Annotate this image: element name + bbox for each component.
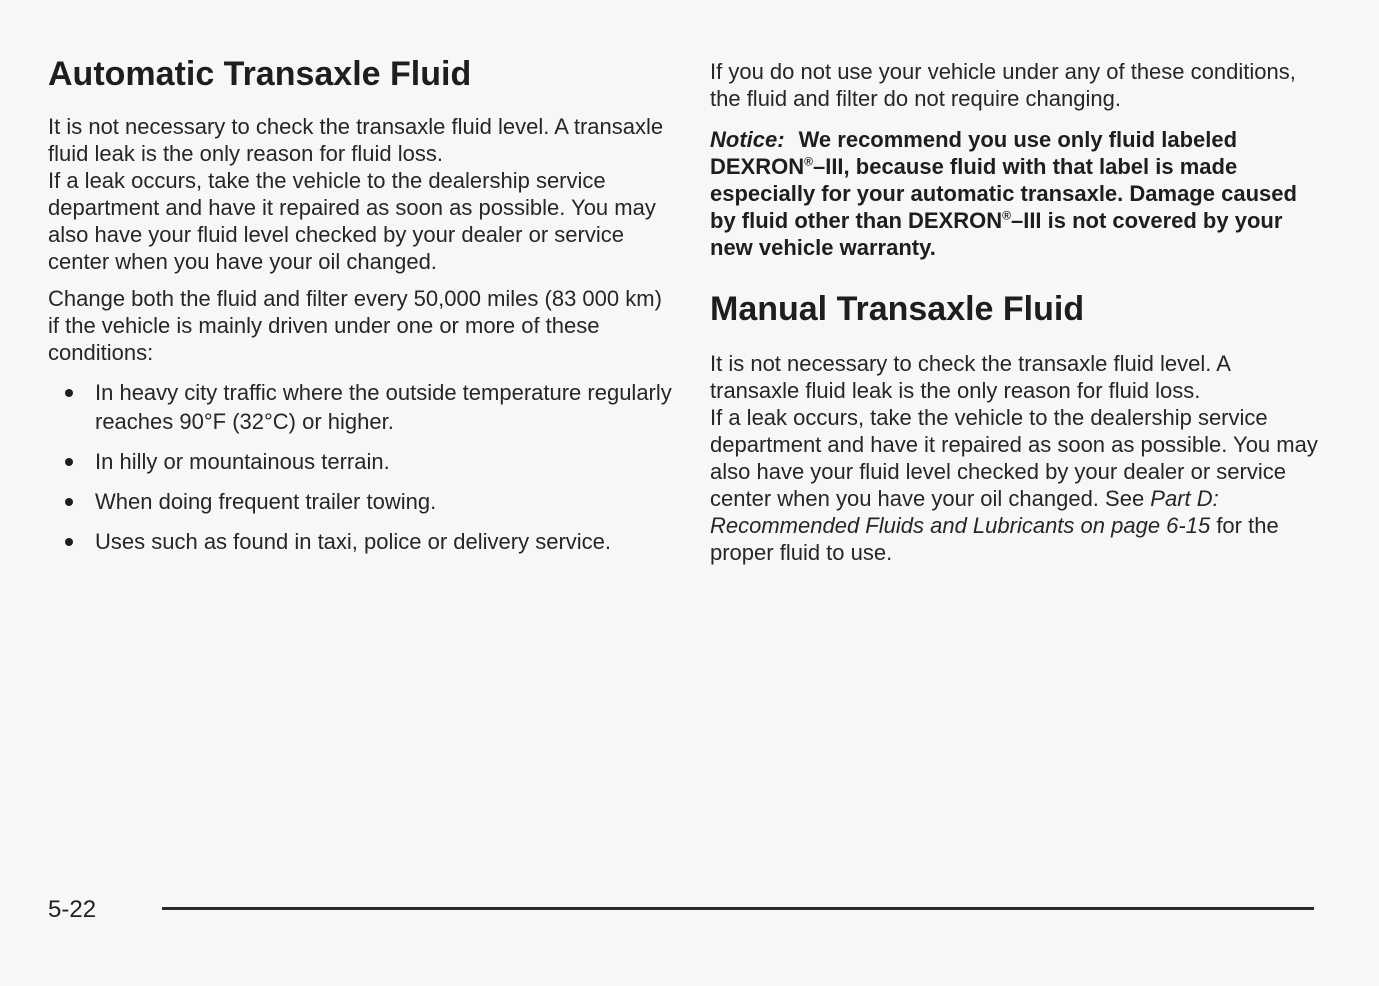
bullet-icon (65, 389, 73, 397)
notice-paragraph (710, 126, 1325, 261)
automatic-intro-paragraph (48, 113, 673, 275)
notice-label: Notice: (710, 127, 785, 152)
list-item (48, 378, 673, 436)
left-column (48, 0, 673, 567)
list-item-text: When doing frequent trailer towing. (95, 489, 437, 515)
bullet-icon (65, 498, 73, 506)
notice-text-c: –III is not covered by your new vehicle warranty. (710, 208, 1283, 260)
page-number: 5-22 (48, 896, 97, 923)
bullet-icon (65, 458, 73, 466)
automatic-intro-line1: It is not necessary to check the transaxle fluid level. A transaxle fluid leak is the only reason for fluid loss. (48, 114, 664, 167)
automatic-transaxle-heading: Automatic Transaxle Fluid (48, 55, 472, 93)
manual-intro-paragraph (710, 350, 1325, 566)
list-item (48, 447, 673, 476)
manual-transaxle-heading: Manual Transaxle Fluid (710, 290, 1085, 328)
manual-intro-line2a: If a leak occurs, take the vehicle to the dealership service department and have it repaired as soon as possible. You may also have your fluid level checked by your dealer or service center when you have your oil changed. See (710, 405, 1318, 512)
list-item-text: In heavy city traffic where the outside temperature regularly reaches 90°F (32°C) or higher. (95, 380, 672, 435)
page-footer (48, 896, 1318, 926)
manual-intro-line2b: for the proper fluid to use. (710, 513, 1279, 566)
notice-text-a: We recommend you use only fluid labeled DEXRON (710, 127, 1238, 179)
registered-mark: ® (804, 154, 813, 169)
registered-mark: ® (1002, 208, 1011, 223)
list-item-text: In hilly or mountainous terrain. (95, 449, 390, 475)
footer-divider (162, 907, 1314, 910)
manual-intro-line1: It is not necessary to check the transaxle fluid level. A transaxle fluid leak is the only reason for fluid loss. (710, 351, 1230, 404)
list-item (48, 527, 673, 556)
conditions-list (48, 378, 673, 556)
change-fluid-paragraph: Change both the fluid and filter every 50,000 miles (83 000 km) if the vehicle is mainly driven under one or more of these conditions: (48, 286, 662, 366)
automatic-intro-line2: If a leak occurs, take the vehicle to the dealership service department and have it repaired as soon as possible. You may also have your fluid level checked by your dealer or service center when you have your oil changed. (48, 168, 656, 275)
notice-text-b: –III, because fluid with that label is made especially for your automatic transaxle. Damage caused by fluid other than DEXRON (710, 154, 1297, 233)
fluids-reference-link[interactable]: Part D: Recommended Fluids and Lubricants on page 6-15 (710, 486, 1219, 539)
list-item-text: Uses such as found in taxi, police or delivery service. (95, 529, 612, 555)
no-change-paragraph: If you do not use your vehicle under any of these conditions, the fluid and filter do not require changing. (710, 59, 1296, 111)
list-item (48, 487, 673, 516)
bullet-icon (65, 538, 73, 546)
right-column (710, 0, 1325, 576)
